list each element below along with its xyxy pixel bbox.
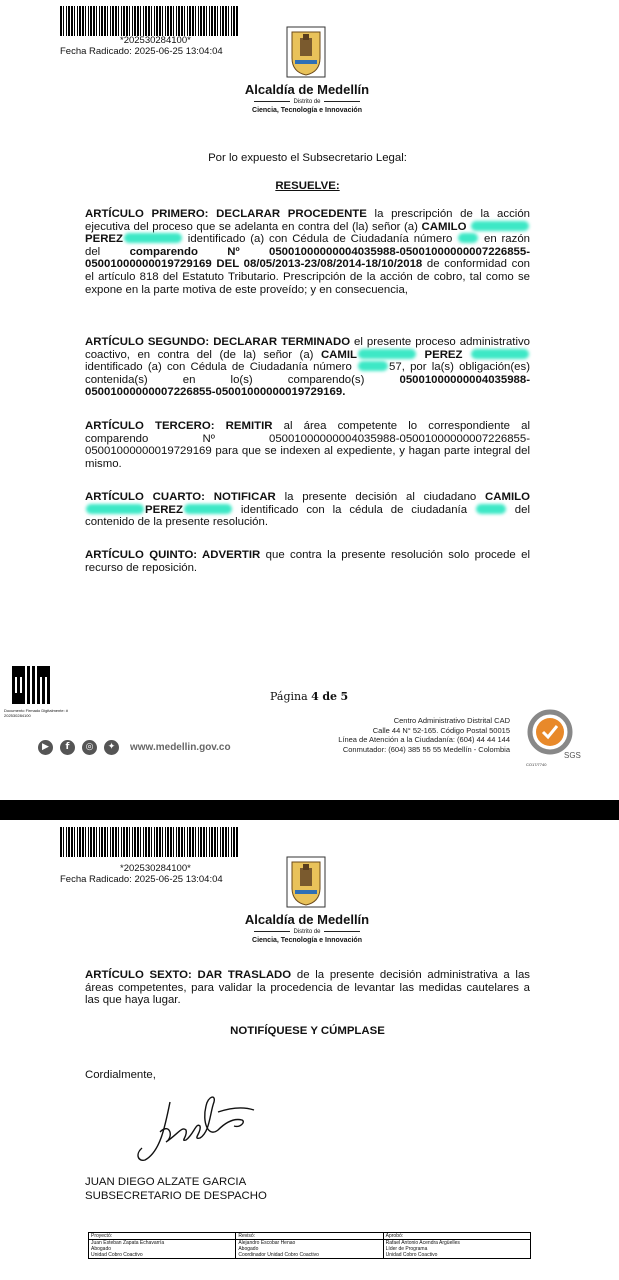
redaction-mark — [358, 361, 388, 371]
table-cell: Proyectó: — [89, 1233, 236, 1240]
website-link: www.medellin.gov.co — [130, 742, 231, 753]
facebook-icon: f — [60, 740, 75, 755]
table-cell — [89, 1240, 236, 1259]
art1-text: la prescripción de la acción ejecutiva del proceso que se adelanta en contra del (la) señor (a) — [85, 208, 530, 233]
art1-name: CAMILO — [421, 220, 467, 233]
qr-code — [12, 666, 50, 704]
page-total: 5 — [340, 690, 349, 703]
art1-comparendo: comparendo Nº 05001000000004035988-05001000000007226855-05001000000019729169 DEL 08/05/2013-23/08/2014-18/10/2018 — [85, 245, 530, 271]
radicado-block — [60, 863, 260, 885]
table-cell — [383, 1240, 530, 1259]
radicado-number: *202530284100* — [120, 863, 191, 874]
art1-rest: de conformidad con el artículo 818 del Estatuto Tributario. Prescripción de la acción de cobro, tal como se expone en la parte motiva de este proveído; y en consecuencia, — [85, 258, 530, 296]
articulo-quinto — [85, 549, 530, 574]
sgs-certification-seal — [524, 708, 581, 760]
page-label: Página — [270, 690, 308, 703]
medellin-coat-of-arms-logo — [286, 856, 326, 908]
art5-text: que contra la presente resolución solo procede el recurso de reposición. — [85, 549, 530, 574]
table-line: Coordinador Unidad Cobro Coactivo — [238, 1252, 319, 1258]
instagram-icon: ◎ — [82, 740, 97, 755]
table-line: Juan Esteban Zapata Echavarría — [91, 1240, 165, 1246]
cad-line: Conmutador: (604) 385 55 55 Medellín - Colombia — [342, 744, 510, 754]
table-line: Abogado — [91, 1246, 112, 1252]
table-line: Abogado — [238, 1246, 259, 1252]
cad-contact-info — [300, 716, 510, 754]
art2-title: ARTÍCULO SEGUNDO: DECLARAR TERMINADO — [85, 336, 351, 348]
signer-name: JUAN DIEGO ALZATE GARCIA — [85, 1176, 247, 1188]
barcode — [60, 827, 238, 857]
distrito-label: Distrito de — [240, 99, 374, 105]
radicado-number: *202530284100* — [120, 35, 191, 46]
art5-title: ARTÍCULO QUINTO: ADVERTIR — [85, 549, 261, 561]
distrito-label: Distrito de — [240, 929, 374, 935]
art4-rest: del contenido de la presente resolución. — [85, 503, 530, 529]
cad-line: Calle 44 N° 52-165. Código Postal 50015 — [372, 725, 510, 735]
table-line: Rafael Antonio Acendra Argüelles — [385, 1240, 460, 1246]
page-of: de — [322, 690, 338, 703]
fecha-radicado: Fecha Radicado: 2025-06-25 13:04:04 — [60, 46, 223, 57]
cad-line: Centro Administrativo Distrital CAD — [393, 716, 510, 725]
table-line: Alejandro Escobar Henao — [238, 1240, 296, 1246]
page-current: 4 — [311, 690, 319, 703]
medellin-coat-of-arms-logo — [286, 26, 326, 78]
qr-caption: Documento Firmado Digitalmente: # 202530284100 — [4, 708, 69, 718]
resuelve-heading: RESUELVE: — [275, 180, 340, 192]
art2-surname: PEREZ — [424, 348, 463, 361]
intro-text: Por lo expuesto el Subsecretario Legal: — [208, 152, 407, 164]
redaction-mark — [471, 221, 529, 231]
handwritten-signature — [130, 1082, 260, 1172]
art4-surname: PEREZ — [145, 503, 183, 516]
redaction-mark — [184, 504, 232, 514]
articulo-tercero — [85, 420, 530, 470]
art1-surname: PEREZ — [85, 233, 123, 246]
art4-text: la presente decisión al ciudadano — [275, 491, 486, 503]
art2-comparendos: 05001000000004035988-05001000000007226855-05001000000019729169. — [85, 373, 530, 399]
art4-name: CAMILO — [485, 491, 530, 503]
table-row — [89, 1240, 531, 1259]
table-cell — [236, 1240, 383, 1259]
redaction-mark — [124, 233, 182, 243]
art1-title: ARTÍCULO PRIMERO: DECLARAR PROCEDENTE — [85, 208, 367, 220]
articulo-primero — [85, 208, 530, 296]
art4-title: ARTÍCULO CUARTO: NOTIFICAR — [85, 491, 276, 503]
table-line: Unidad Cobro Coactivo — [91, 1252, 143, 1258]
redaction-mark — [358, 349, 416, 359]
art2-obligacion: 57, por la(s) obligación(es) contenida(s) en lo(s) comparendo(s) — [85, 361, 531, 386]
art2-text: el presente proceso administrativo coactivo, en contra del (de la) señor (a) — [85, 336, 530, 361]
table-line: Unidad Cobro Coactivo — [385, 1252, 438, 1258]
fecha-radicado: Fecha Radicado: 2025-06-25 13:04:04 — [60, 874, 223, 885]
cordialmente: Cordialmente, — [85, 1069, 156, 1081]
articulo-segundo — [85, 336, 530, 399]
art2-name: CAMIL — [320, 348, 358, 361]
art4-id-text: identificado con la cédula de ciudadanía — [232, 503, 468, 516]
table-line: Líder de Programa — [385, 1246, 428, 1252]
redaction-mark — [86, 504, 144, 514]
art3-text: al área competente lo correspondiente al comparendo Nº 05001000000004035988-05001000000007226855-05001000000019729169 para que se indexen al expediente, y hagan parte integral del mismo. — [85, 420, 531, 470]
sgs-label: SGS — [564, 751, 581, 760]
articulo-sexto — [85, 969, 530, 1007]
table-row — [89, 1233, 531, 1240]
art6-title: ARTÍCULO SEXTO: DAR TRASLADO — [85, 969, 292, 981]
alcaldia-title: Alcaldía de Medellín — [244, 912, 370, 927]
secretaria-label: Ciencia, Tecnología e Innovación — [252, 937, 362, 944]
articulo-cuarto — [85, 491, 530, 529]
signer-title: SUBSECRETARIO DE DESPACHO — [85, 1190, 267, 1202]
approval-table — [88, 1232, 531, 1259]
alcaldia-title: Alcaldía de Medellín — [244, 82, 370, 97]
redaction-mark — [458, 233, 478, 243]
sgs-code: CO17/7740 — [526, 762, 547, 767]
page-number — [270, 690, 348, 703]
twitter-icon: ✦ — [104, 740, 119, 755]
art1-razon: en razón del — [85, 233, 530, 258]
secretaria-label: Ciencia, Tecnología e Innovación — [252, 107, 362, 114]
table-cell: Aprobó: — [383, 1233, 530, 1240]
notifiquese-heading: NOTIFÍQUESE Y CÚMPLASE — [230, 1025, 385, 1037]
redaction-mark — [476, 504, 506, 514]
table-cell: Revisó: — [236, 1233, 383, 1240]
art3-title: ARTÍCULO TERCERO: REMITIR — [85, 420, 273, 432]
youtube-icon: ▶ — [38, 740, 53, 755]
barcode — [60, 6, 238, 36]
art1-id-text: identificado (a) con Cédula de Ciudadanía número — [182, 233, 453, 246]
radicado-block — [60, 35, 260, 57]
art6-text: de la presente decisión administrativa a las áreas competentes, para validar la procedencia de levantar las medidas cautelares a las que haya lugar. — [85, 969, 530, 1007]
art2-id-text: identificado (a) con Cédula de Ciudadanía número — [85, 361, 352, 374]
redaction-mark — [471, 349, 529, 359]
cad-line: Línea de Atención a la Ciudadanía: (604) 44 44 144 — [338, 735, 510, 745]
